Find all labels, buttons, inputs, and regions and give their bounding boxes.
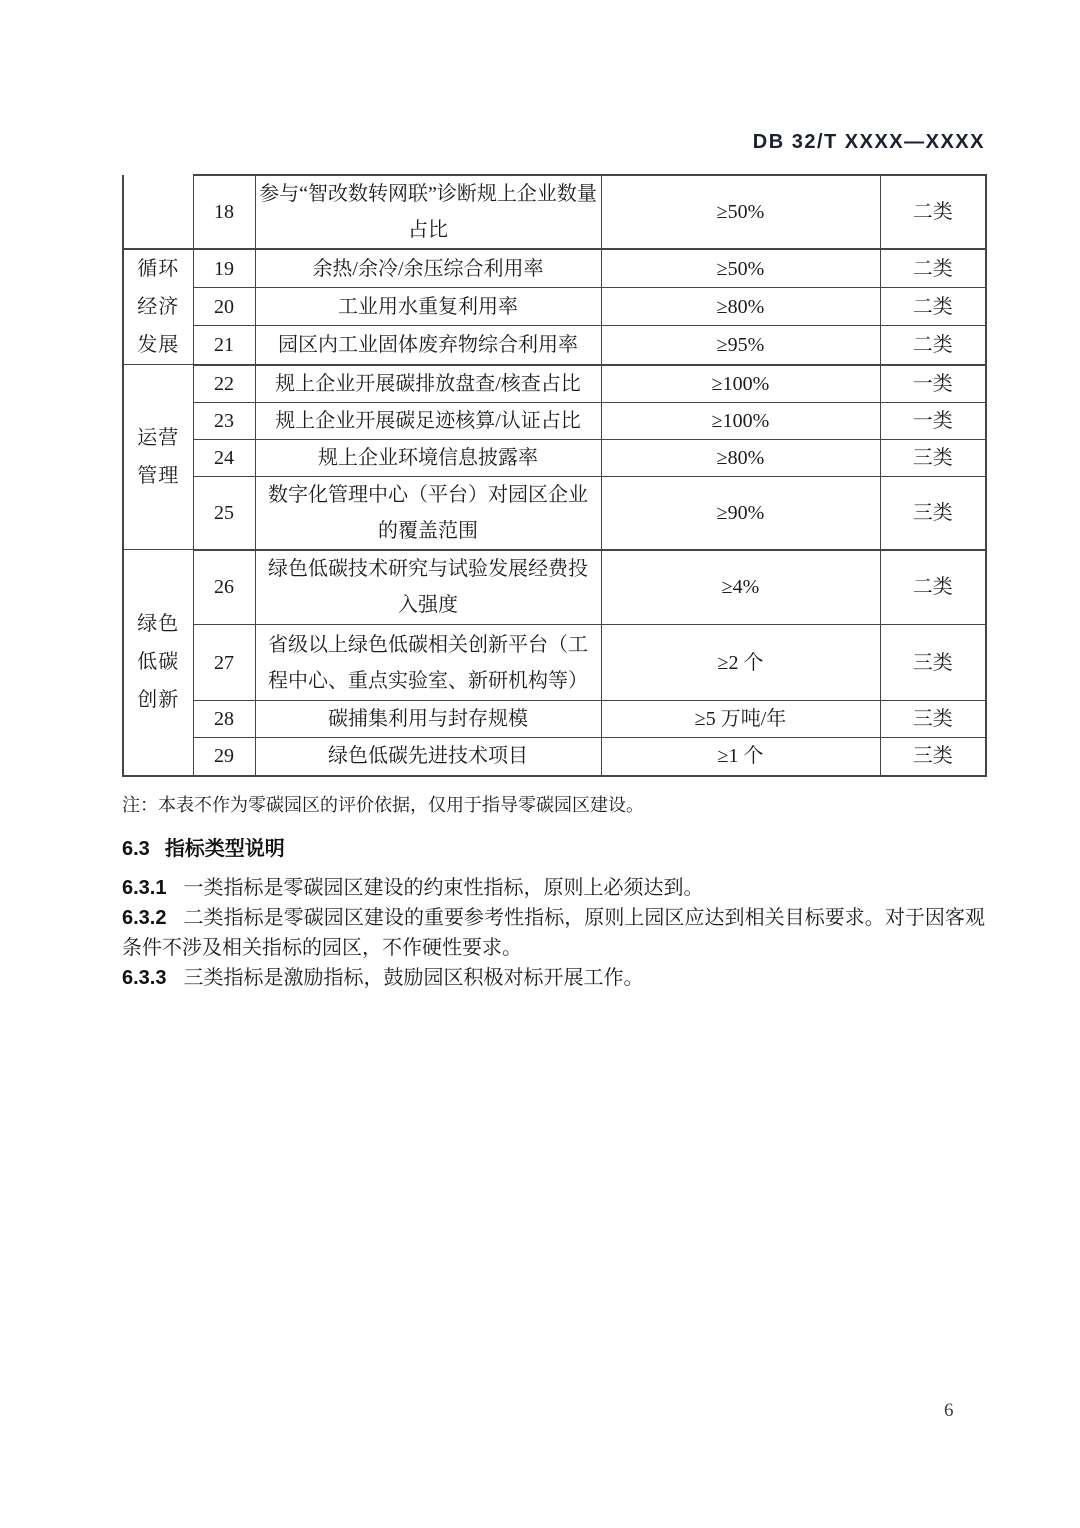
row-number-cell: 23: [193, 402, 255, 439]
clause-text: 三类指标是激励指标，鼓励园区积极对标开展工作。: [183, 966, 644, 989]
clause-number: 6.3.2: [122, 906, 167, 929]
table-row: [123, 288, 986, 326]
row-number-cell: 29: [193, 738, 255, 776]
page-content: [122, 174, 985, 993]
target-cell: ≥1 个: [601, 738, 880, 776]
row-number-cell: 21: [193, 326, 255, 365]
table-row: [123, 738, 986, 776]
category-cell: [123, 365, 193, 550]
category-cell: [123, 175, 193, 249]
clause-paragraph: [122, 963, 985, 993]
type-cell: 二类: [880, 175, 986, 249]
type-cell: 一类: [880, 365, 986, 403]
table-row: [123, 249, 986, 288]
indicator-cell: 数字化管理中心（平台）对园区企业的覆盖范围: [255, 476, 601, 550]
clause-number: 6.3.3: [122, 966, 167, 989]
row-number-cell: 20: [193, 288, 255, 326]
indicator-cell: 省级以上绿色低碳相关创新平台（工程中心、重点实验室、新研机构等）: [255, 625, 601, 701]
category-cell: [123, 550, 193, 776]
document-code-header: DB 32/T XXXX—XXXX: [752, 131, 985, 153]
category-cell: [123, 249, 193, 365]
type-cell: 二类: [880, 550, 986, 625]
type-cell: 二类: [880, 249, 986, 288]
table-row: [123, 326, 986, 365]
row-number-cell: 24: [193, 439, 255, 476]
target-cell: ≥5 万吨/年: [601, 701, 880, 738]
type-cell: 一类: [880, 402, 986, 439]
indicator-cell: 绿色低碳先进技术项目: [255, 738, 601, 776]
table-row: [123, 476, 986, 550]
indicator-cell: 参与“智改数转网联”诊断规上企业数量占比: [255, 175, 601, 249]
row-number-cell: 26: [193, 550, 255, 625]
row-number-cell: 22: [193, 365, 255, 403]
page-number: 6: [944, 1400, 954, 1421]
target-cell: ≥4%: [601, 550, 880, 625]
table-row: [123, 439, 986, 476]
indicator-cell: 工业用水重复利用率: [255, 288, 601, 326]
clause-paragraph: [122, 903, 985, 963]
table-row: [123, 365, 986, 403]
target-cell: ≥50%: [601, 175, 880, 249]
target-cell: ≥100%: [601, 365, 880, 403]
section-title: 指标类型说明: [164, 837, 285, 860]
row-number-cell: 27: [193, 625, 255, 701]
target-cell: ≥95%: [601, 326, 880, 365]
target-cell: ≥2 个: [601, 625, 880, 701]
section-number: 6.3: [122, 837, 150, 860]
indicator-cell: 规上企业开展碳排放盘查/核查占比: [255, 365, 601, 403]
row-number-cell: 18: [193, 175, 255, 249]
table-row: [123, 402, 986, 439]
clause-number: 6.3.1: [122, 876, 167, 899]
target-cell: ≥50%: [601, 249, 880, 288]
row-number-cell: 28: [193, 701, 255, 738]
indicator-cell: 碳捕集利用与封存规模: [255, 701, 601, 738]
table-note: 注：本表不作为零碳园区的评价依据，仅用于指导零碳园区建设。: [122, 794, 644, 815]
type-cell: 三类: [880, 701, 986, 738]
table-row: [123, 175, 986, 249]
type-cell: 三类: [880, 738, 986, 776]
category-label: 绿色低碳创新: [137, 613, 180, 712]
target-cell: ≥100%: [601, 402, 880, 439]
indicator-cell: 规上企业环境信息披露率: [255, 439, 601, 476]
section-clauses: [122, 873, 985, 993]
type-cell: 三类: [880, 625, 986, 701]
target-cell: ≥90%: [601, 476, 880, 550]
target-cell: ≥80%: [601, 288, 880, 326]
type-cell: 二类: [880, 288, 986, 326]
type-cell: 二类: [880, 326, 986, 365]
table-row: [123, 550, 986, 625]
indicator-cell: 园区内工业固体废弃物综合利用率: [255, 326, 601, 365]
row-number-cell: 19: [193, 249, 255, 288]
section-heading: [122, 837, 985, 861]
type-cell: 三类: [880, 439, 986, 476]
type-cell: 三类: [880, 476, 986, 550]
clause-paragraph: [122, 873, 985, 903]
table-row: [123, 701, 986, 738]
category-label: 运营管理: [137, 427, 180, 487]
indicator-table: [122, 174, 987, 777]
indicator-cell: 余热/余冷/余压综合利用率: [255, 249, 601, 288]
row-number-cell: 25: [193, 476, 255, 550]
category-label: 循环经济发展: [137, 258, 180, 356]
indicator-cell: 规上企业开展碳足迹核算/认证占比: [255, 402, 601, 439]
target-cell: ≥80%: [601, 439, 880, 476]
clause-text: 一类指标是零碳园区建设的约束性指标，原则上必须达到。: [183, 876, 704, 899]
indicator-cell: 绿色低碳技术研究与试验发展经费投入强度: [255, 550, 601, 625]
table-row: [123, 625, 986, 701]
clause-text: 二类指标是零碳园区建设的重要参考性指标，原则上园区应达到相关目标要求。对于因客观条件不涉及相关指标的园区，不作硬性要求。: [122, 906, 985, 959]
